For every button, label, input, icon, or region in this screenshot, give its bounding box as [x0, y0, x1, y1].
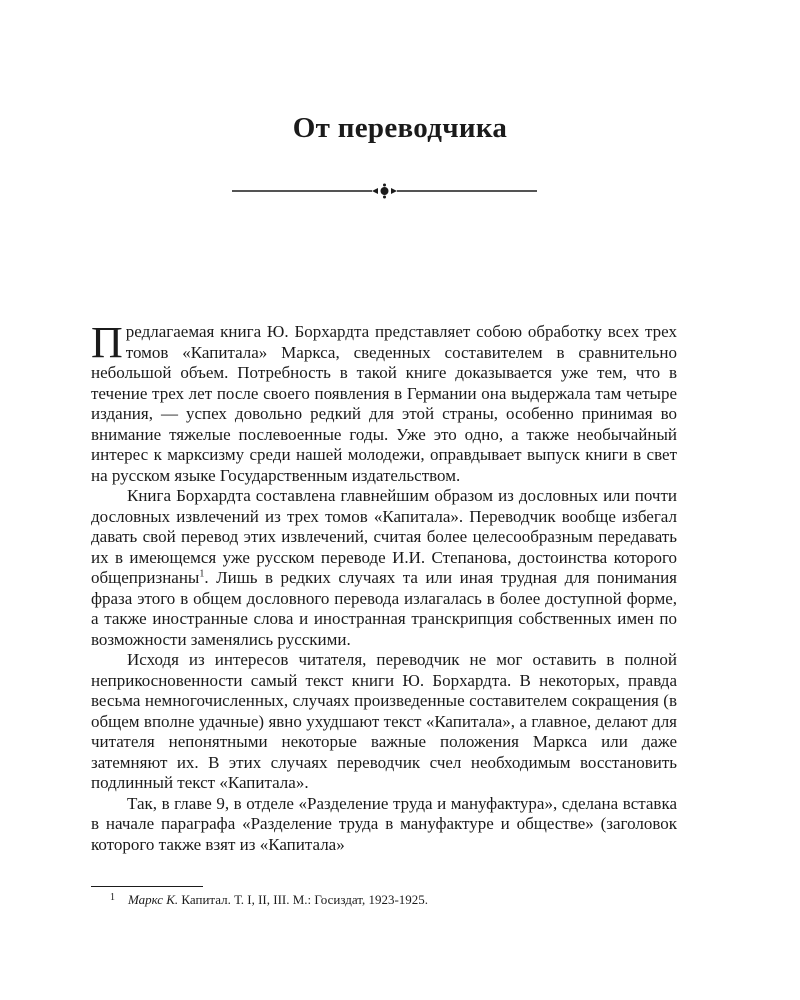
title-ornament-divider: [232, 181, 537, 201]
footnote-mark: 1: [110, 892, 115, 903]
paragraph-2: [91, 486, 677, 650]
paragraph-2-text-a: Книга Борхардта составлена главнейшим образом из дословных или почти дословных извлечений из трех томов «Капитала». Переводчик вообще избегал давать свой перевод этих извлечений, считая более целесообразным передавать их в имеющемся уже русском переводе И.И. Степанова, достоинства которого общепризнаны: [91, 486, 677, 587]
body-text: [91, 318, 677, 855]
page-title: От переводчика: [292, 112, 508, 144]
paragraph-3: [91, 650, 677, 794]
footnote: [110, 892, 688, 908]
paragraph-1-text: редлагаемая книга Ю. Борхардта представляет собою обработку всех трех томов «Капитала» Маркса, сведенных составителем в сравнительно небольшой объем. Потребность в такой книге доказывается уже тем, что в течение трех лет после своего появления в Германии она выдержала там четыре издания, — успех довольно редкий для этой страны, особенно принимая во внимание тяжелые послевоенные годы. Уже это одно, а также необычайный интерес к марксизму среди нашей молодежи, оправдывает выпуск книги в свет на русском языке Государственным издательством.: [91, 322, 677, 485]
paragraph-4-text: Так, в главе 9, в отделе «Разделение труда и мануфактура», сделана вставка в начале параграфа «Разделение труда в мануфактуре и обществе» (заголовок которого также взят из «Капитала»: [91, 793, 677, 854]
footnote-text: Капитал. Т. I, II, III. М.: Госиздат, 1923-1925.: [178, 892, 429, 907]
footnote-author: Маркс К.: [128, 892, 179, 907]
footnote-reference[interactable]: 1: [199, 568, 205, 580]
drop-cap: П: [91, 318, 123, 367]
paragraph-1: [91, 318, 677, 486]
paragraph-3-text: Исходя из интересов читателя, переводчик не мог оставить в полной неприкосновенности самый текст книги Ю. Борхардта. В некоторых, правда весьма немногочисленных, случаях произведенные составителем сокращения (в общем вполне удачные) явно ухудшают текст «Капитала», а главное, делают для читателя непонятными некоторые важные положения Маркса или даже затемняют их. В этих случаях переводчик счел необходимым восстановить подлинный текст «Капитала».: [91, 650, 677, 792]
paragraph-4: [91, 794, 677, 856]
paragraph-2-text-b: . Лишь в редких случаях та или иная трудная для понимания фраза этого в общем дословного перевода излагалась в более доступной форме, а также иностранные слова и иностранная транскрипция собственных имен по возможности заменялись русскими.: [91, 568, 677, 649]
footnote-separator: [91, 886, 203, 887]
